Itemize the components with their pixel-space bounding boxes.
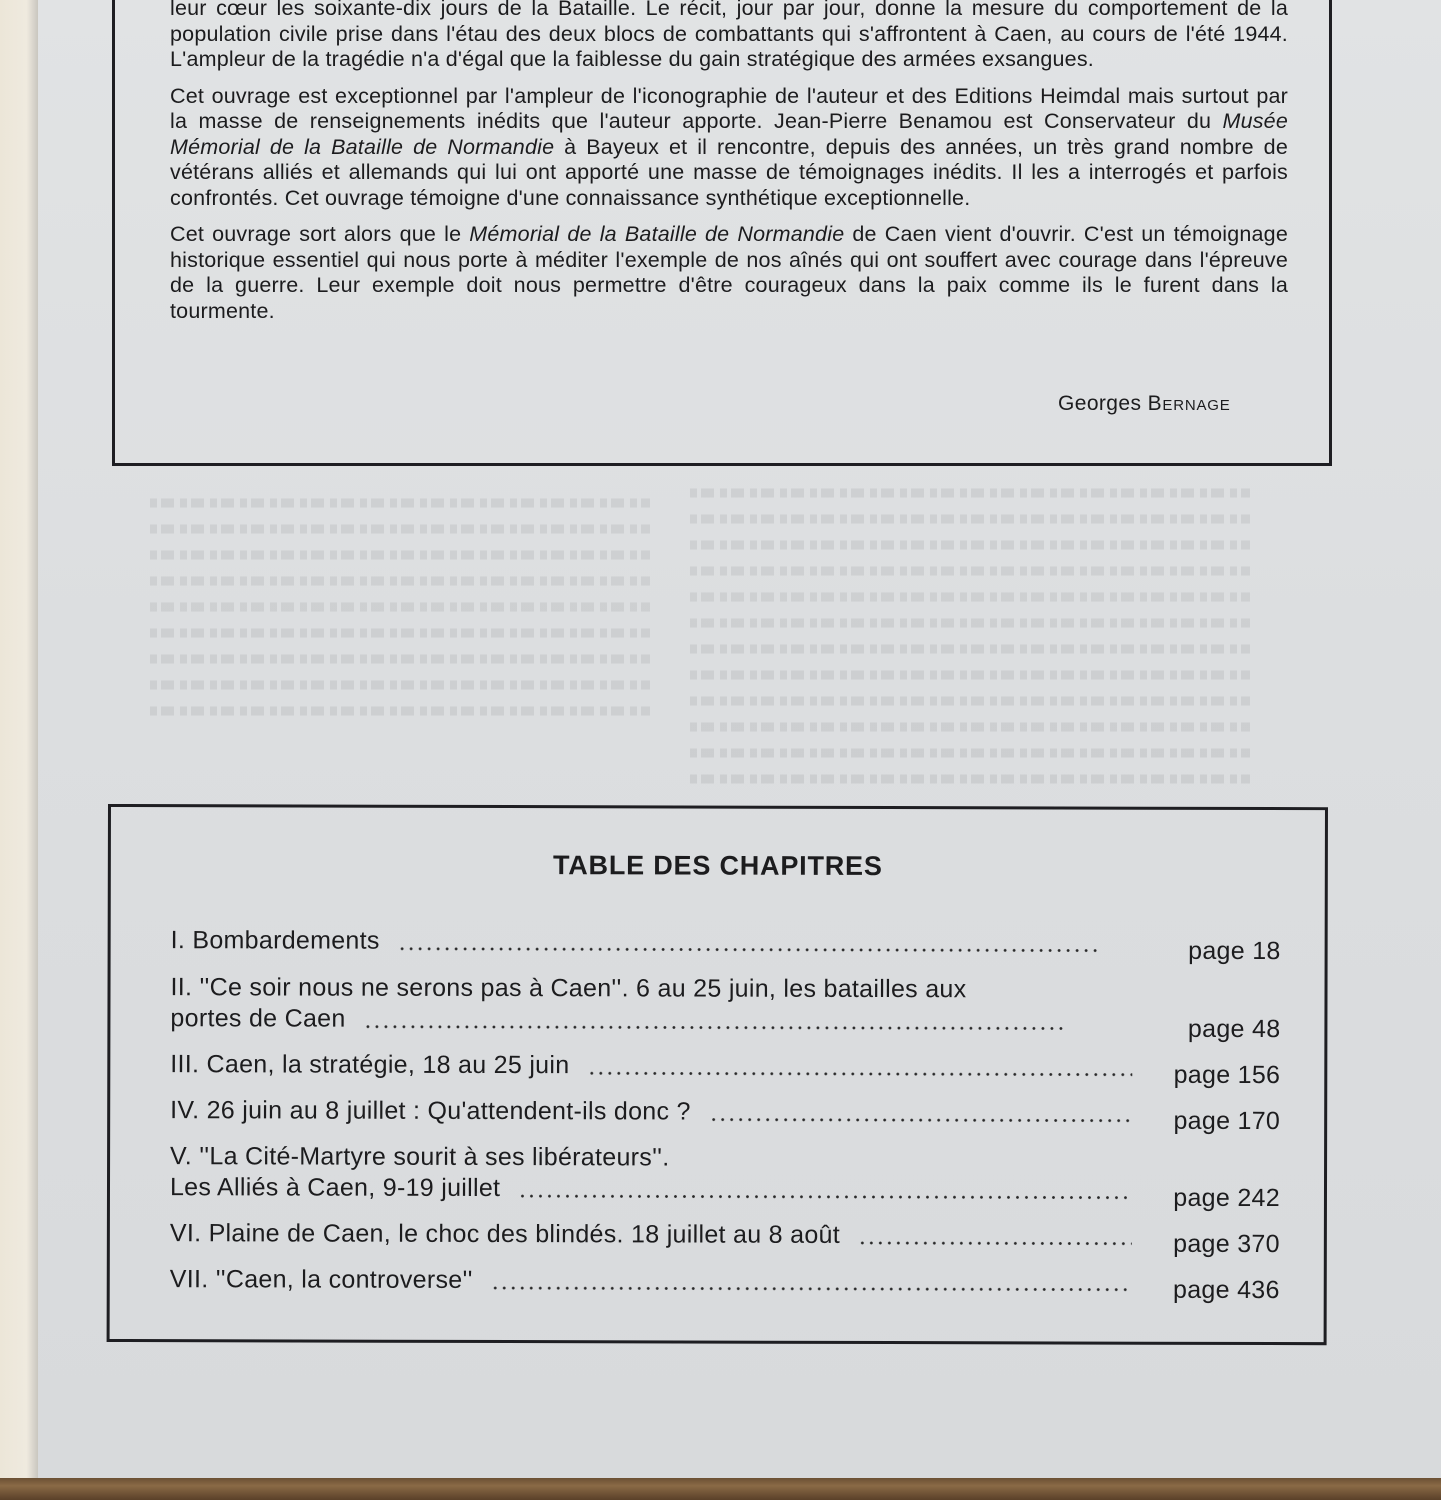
preface-p2-after: à Bayeux et il rencontre, depuis des années, un très grand nombre de vétérans alliés et allemands qui lui ont apporté une masse de témoignages inédits. Il les a interrogés et parfois confrontés. Cet ouvrage témoigne d'une connaissance synthétique exceptionnelle. [170, 134, 1288, 210]
toc-entry-page: page 436 [1173, 1275, 1280, 1305]
toc-entry-page: page 370 [1173, 1229, 1280, 1259]
toc-entry-1 [170, 925, 1281, 966]
toc-entry-page: page 156 [1173, 1060, 1281, 1090]
leader-dots [491, 1286, 1132, 1292]
preface-p3-before: Cet ouvrage sort alors que le [170, 222, 470, 246]
toc-entry-page: page 18 [1188, 936, 1281, 966]
toc-entry-title-cont: Les Alliés à Caen, 9-19 juillet [169, 1173, 501, 1203]
toc-entry-2 [170, 972, 1281, 1044]
preface-p2-italic: Musée Mémorial de la Bataille de Normandie [170, 109, 1288, 159]
table-edge [0, 1478, 1441, 1500]
toc-entry-title: VII. ''Caen, la controverse'' [169, 1265, 473, 1294]
leader-dots [518, 1194, 1132, 1200]
toc-entry-6 [169, 1218, 1280, 1259]
toc-entry-title: I. Bombardements [170, 926, 380, 955]
toc-title: TABLE DES CHAPITRES [552, 850, 883, 882]
toc-entry-page: page 242 [1173, 1183, 1281, 1213]
toc-entry-7 [169, 1264, 1280, 1305]
toc-entry-page: page 48 [1187, 1014, 1281, 1044]
toc-entry-4 [170, 1095, 1281, 1136]
preface-text [170, 0, 1288, 335]
signature-last-name: Bernage [1147, 392, 1231, 415]
show-through-left [150, 490, 650, 724]
leader-dots [709, 1118, 1132, 1123]
preface-paragraph-2 [170, 84, 1288, 212]
toc-entry-title: VI. Plaine de Caen, le choc des blindés. 18 juillet au 8 août [169, 1219, 841, 1249]
leader-dots [858, 1241, 1132, 1246]
toc-entry-title: III. Caen, la stratégie, 18 au 25 juin [170, 1050, 570, 1080]
leader-dots [587, 1071, 1132, 1076]
toc-entry-5 [169, 1141, 1281, 1213]
book-spine [0, 0, 38, 1500]
table-of-contents [107, 804, 1328, 1345]
toc-entry-title: IV. 26 juin au 8 juillet : Qu'attendent-ils donc ? [170, 1096, 691, 1126]
preface-p2-before: Cet ouvrage est exceptionnel par l'ampleur de l'iconographie de l'auteur et des Editions Heimdal mais surtout par la masse de renseignements inédits que l'auteur apporte. Jean-Pierre Benamou est Conservateur du [170, 83, 1288, 133]
toc-entry-title: II. ''Ce soir nous ne serons pas à Caen''. 6 au 25 juin, les batailles aux [170, 973, 967, 1004]
signature-first-name: Georges [1058, 392, 1142, 415]
leader-dots [364, 1025, 1064, 1031]
preface-paragraph-1 [170, 0, 1288, 73]
toc-entry-title-cont: portes de Caen [170, 1004, 346, 1033]
preface-p1-text: leur cœur les soixante-dix jours de la Bataille. Le récit, jour par jour, donne la mesure du comportement de la population civile prise dans l'étau des deux blocs de combattants qui s'affrontent à Caen, au cours de l'été 1944. L'ampleur de la tragédie n'a d'égal que la faiblesse du gain stratégique des armées exsangues. [170, 0, 1288, 71]
leader-dots [398, 947, 1098, 953]
show-through-right [690, 480, 1250, 792]
preface-p3-italic: Mémorial de la Bataille de Normandie [469, 222, 845, 246]
toc-entry-3 [170, 1049, 1281, 1090]
toc-entry-title: V. ''La Cité-Martyre sourit à ses libérateurs''. [170, 1142, 670, 1172]
signature [1058, 392, 1231, 416]
toc-entry-page: page 170 [1173, 1106, 1281, 1136]
preface-paragraph-3 [170, 222, 1288, 324]
preface-p3-after: de Caen vient d'ouvrir. C'est un témoignage historique essentiel qui nous porte à méditer l'exemple de nos aînés qui ont souffert avec courage dans l'épreuve de la guerre. Leur exemple doit nous permettre d'être courageux dans la paix comme ils le furent dans la tourmente. [170, 222, 1288, 323]
